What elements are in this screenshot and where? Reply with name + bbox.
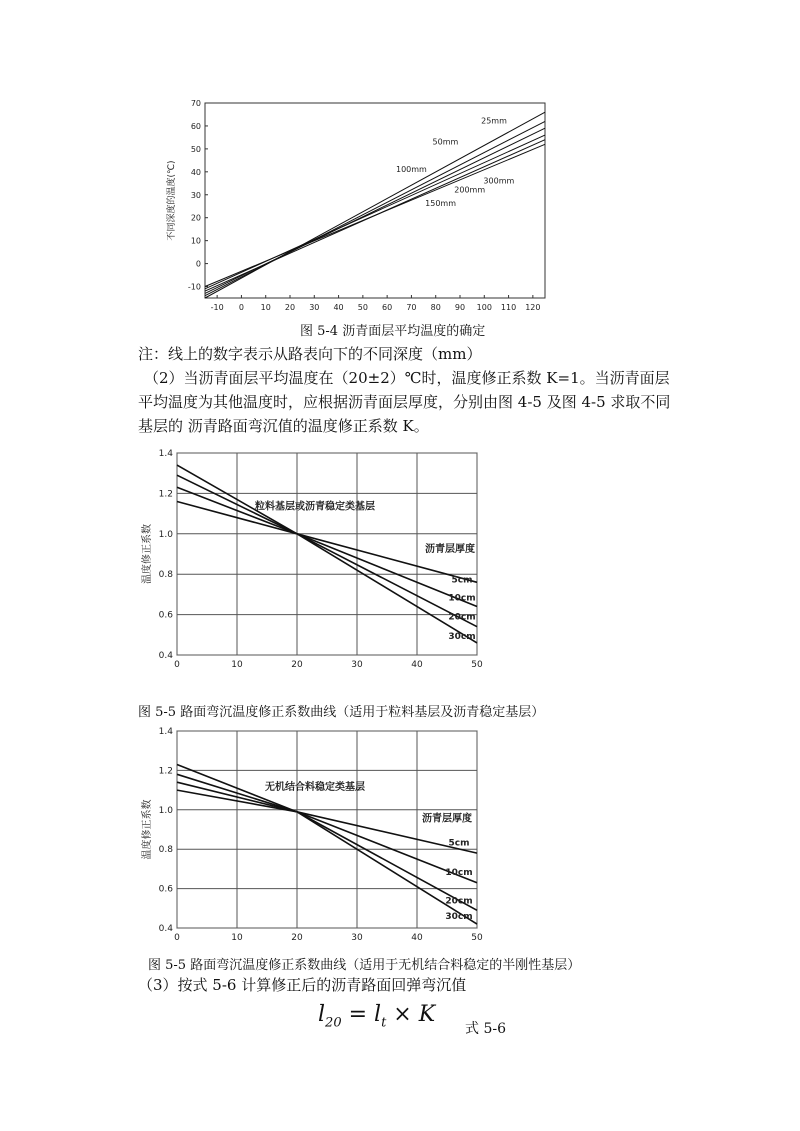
series-label: 5cm — [451, 575, 473, 586]
y-tick-label: 40 — [190, 167, 201, 177]
x-tick-label: 50 — [471, 933, 483, 943]
paragraph-3: （3）按式 5-6 计算修正后的沥青路面回弹弯沉值 — [138, 976, 467, 994]
figure-5-5-caption-semirigid: 图 5-5 路面弯沉温度修正系数曲线（适用于无机结合料稳定的半刚性基层） — [148, 958, 581, 973]
y-tick-label: 30 — [190, 190, 201, 200]
correction-chart-semirigid-base — [140, 723, 490, 948]
formula-sub-20: 20 — [325, 1015, 342, 1031]
y-tick-label: 0 — [195, 259, 201, 269]
y-tick-label: 20 — [190, 213, 201, 223]
series-label: 300mm — [483, 176, 515, 186]
plot-frame — [177, 731, 477, 928]
x-tick-label: 0 — [238, 303, 244, 312]
x-tick-label: 0 — [174, 933, 180, 943]
y-tick-label: 0.6 — [158, 884, 173, 895]
x-tick-label: 40 — [411, 660, 423, 670]
series-label: 50mm — [432, 137, 459, 147]
x-tick-label: 110 — [500, 303, 517, 312]
series-label: 150mm — [425, 199, 457, 209]
series-label: 200mm — [454, 185, 486, 195]
formula-equals: = — [341, 1002, 375, 1027]
y-tick-label: 0.6 — [158, 610, 173, 621]
series-line-300mm — [205, 144, 545, 286]
y-tick-label: 1.0 — [158, 805, 173, 816]
series-label: 20cm — [445, 896, 473, 907]
y-axis-label: 不同深度的温度(℃) — [167, 160, 177, 241]
y-tick-label: 50 — [190, 144, 201, 154]
x-tick-label: -10 — [210, 303, 224, 312]
y-tick-label: 1.2 — [158, 489, 173, 500]
formula-times: × — [386, 1002, 419, 1027]
y-tick-label: 1.4 — [158, 449, 173, 459]
x-tick-label: 90 — [454, 303, 466, 312]
y-tick-label: 1.2 — [158, 766, 173, 777]
x-tick-label: 30 — [309, 303, 320, 312]
y-tick-label: -10 — [187, 282, 201, 292]
y-tick-label: 0.4 — [158, 651, 173, 661]
formula-sub-t: t — [381, 1015, 387, 1031]
paragraph-2: （2）当沥青面层平均温度在（20±2）℃时，温度修正系数 K=1。当沥青面层平均温度为其他温度时，应根据沥青面层厚度，分别由图 4-5 及图 4-5 求取不同基层的 沥青路面弯沉值的温度修正系数 K。 — [138, 369, 671, 435]
x-tick-label: 100 — [476, 303, 492, 312]
x-tick-label: 40 — [411, 933, 423, 943]
formula-k: K — [418, 1002, 436, 1027]
x-tick-label: 40 — [333, 303, 344, 312]
y-tick-label: 10 — [190, 236, 201, 246]
formula-5-6 — [318, 1002, 435, 1030]
base-type-label: 无机结合料稳定类基层 — [265, 782, 365, 794]
series-line-10cm — [177, 782, 477, 883]
formula-lt: l — [374, 1002, 382, 1027]
series-line-200mm — [205, 135, 545, 289]
y-tick-label: 70 — [190, 99, 201, 108]
x-tick-label: 20 — [291, 933, 303, 943]
x-tick-label: 120 — [525, 303, 541, 312]
x-tick-label: 10 — [231, 933, 243, 943]
series-label: 30cm — [445, 912, 473, 923]
base-type-label: 粒料基层或沥青稳定类基层 — [255, 501, 375, 513]
y-axis-label: 温度修正系数 — [142, 799, 153, 860]
x-tick-label: 60 — [382, 303, 393, 312]
series-label: 5cm — [448, 838, 470, 849]
series-label: 30cm — [448, 631, 476, 642]
series-label: 10cm — [448, 593, 476, 604]
x-tick-label: 20 — [291, 660, 303, 670]
y-tick-label: 0.8 — [158, 570, 173, 581]
y-tick-label: 60 — [190, 121, 201, 131]
x-tick-label: 80 — [430, 303, 441, 312]
x-tick-label: 0 — [174, 660, 180, 670]
y-axis-label: 温度修正系数 — [142, 524, 153, 584]
y-tick-label: 0.8 — [158, 845, 173, 856]
x-tick-label: 10 — [260, 303, 271, 312]
thickness-legend-title: 沥青层厚度 — [422, 813, 472, 825]
series-line-5cm — [177, 502, 477, 586]
equation-number: 式 5-6 — [465, 1021, 506, 1037]
series-label: 25mm — [481, 116, 507, 126]
x-tick-label: 20 — [284, 303, 296, 312]
series-line-50mm — [205, 121, 545, 295]
x-tick-label: 50 — [357, 303, 368, 312]
y-tick-label: 0.4 — [158, 924, 173, 934]
temperature-depth-chart — [160, 98, 560, 323]
y-tick-label: 1.4 — [158, 727, 173, 737]
correction-chart-granular-base — [140, 445, 490, 675]
figure-5-5-caption-granular: 图 5-5 路面弯沉温度修正系数曲线（适用于粒料基层及沥青稳定基层） — [138, 705, 545, 720]
note-text: 注：线上的数字表示从路表向下的不同深度（mm） — [138, 345, 482, 363]
series-label: 100mm — [395, 164, 427, 174]
formula-l: l — [318, 1002, 326, 1027]
figure-5-4-caption: 图 5-4 沥青面层平均温度的确定 — [300, 324, 486, 339]
x-tick-label: 70 — [406, 303, 417, 312]
x-tick-label: 50 — [471, 660, 483, 670]
x-tick-label: 10 — [231, 660, 243, 670]
x-tick-label: 30 — [351, 933, 363, 943]
thickness-legend-title: 沥青层厚度 — [425, 543, 475, 555]
series-label: 10cm — [445, 867, 473, 878]
y-tick-label: 1.0 — [158, 529, 173, 540]
series-line-25mm — [205, 112, 545, 298]
series-label: 20cm — [448, 612, 476, 623]
x-tick-label: 30 — [351, 660, 363, 670]
